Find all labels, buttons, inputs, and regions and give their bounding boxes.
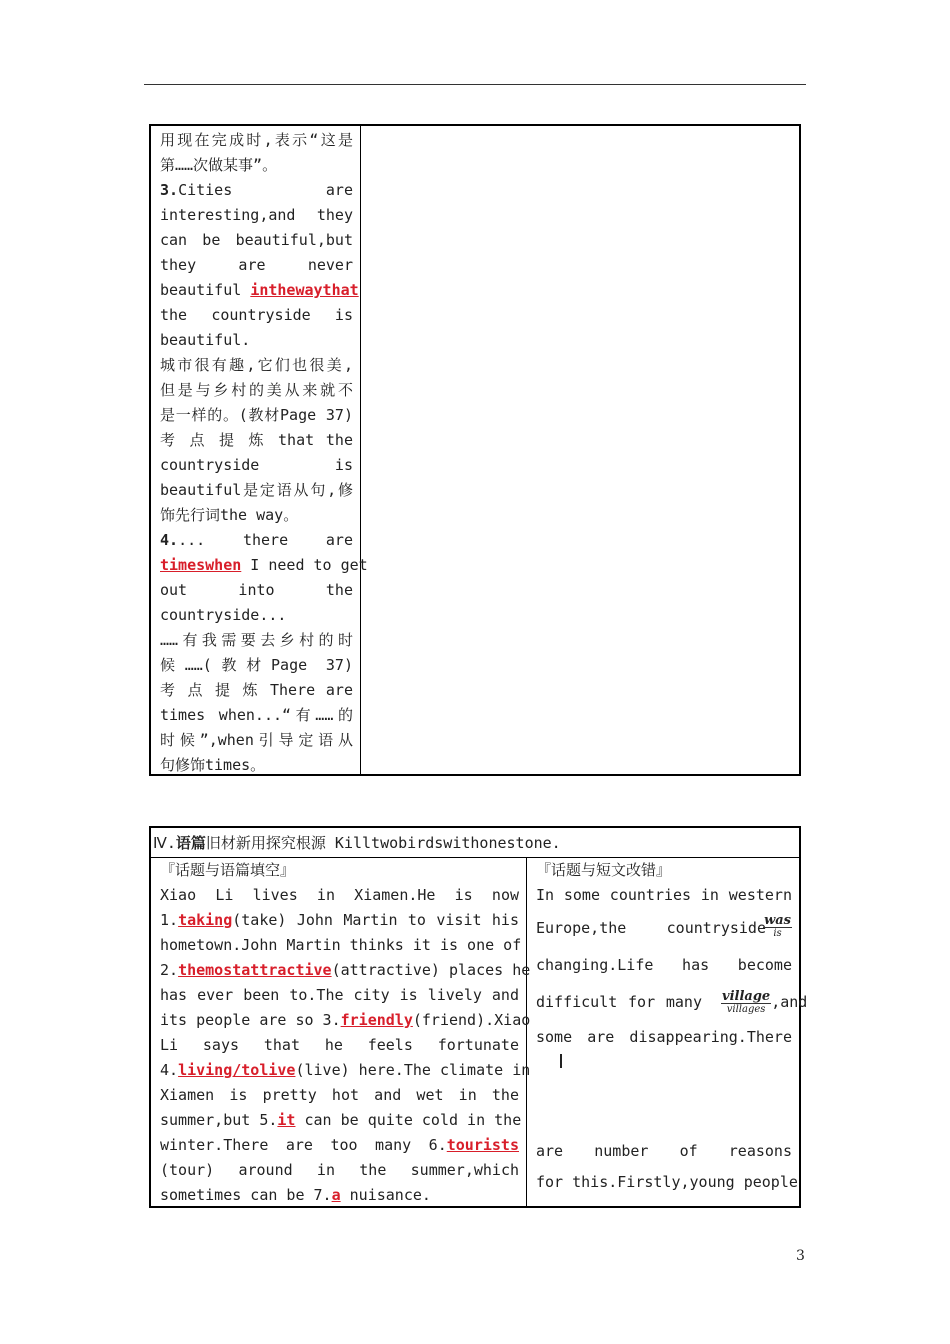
passage-text: Li says that he feels fortunate	[160, 1036, 519, 1054]
notes-line	[160, 378, 353, 403]
notes-line	[160, 753, 353, 778]
notes-text: Cities are	[178, 181, 353, 199]
passage-text: (attractive) places he	[331, 961, 531, 979]
notes-line	[160, 553, 368, 578]
notes-line	[160, 628, 353, 653]
notes-line	[160, 478, 353, 503]
correction-mark-2	[721, 990, 771, 1015]
correction-1-wrong: is	[773, 928, 782, 939]
answer-blank: taking	[178, 911, 233, 929]
passage-text: Xiamen is pretty hot and wet in the	[160, 1086, 519, 1104]
passage-text: hometown.John Martin thinks it is one of	[160, 936, 522, 954]
notes-line	[160, 703, 353, 728]
passage-line	[160, 1008, 531, 1033]
essay-line-4	[536, 981, 808, 1024]
item-number: 4.	[160, 531, 179, 549]
notes-text: 候……(教材Page 37)	[160, 656, 353, 674]
notes-text: 考 点 提 炼 There are	[160, 681, 353, 699]
notes-line	[160, 153, 353, 178]
section-bold-label: 语篇	[175, 834, 206, 852]
passage-text: nuisance.	[340, 1186, 431, 1204]
notes-text: 用现在完成时,表示“这是	[160, 131, 353, 149]
notes-line	[160, 303, 353, 328]
notes-line	[160, 128, 353, 153]
essay-line-2-text: Europe,the countryside	[536, 919, 766, 937]
essay-line-3: changing.Life has become	[536, 956, 792, 974]
answer-blank: friendly	[340, 1011, 413, 1029]
notes-text: countryside...	[160, 606, 287, 624]
notes-line	[160, 203, 353, 228]
notes-text: out into the	[160, 581, 353, 599]
notes-text: 是一样的。(教材Page 37)	[160, 406, 353, 424]
notes-text: can be beautiful,but	[160, 231, 353, 249]
passage-text: 1.	[160, 911, 179, 929]
notes-text: 时候”,when引导定语从	[160, 731, 353, 749]
notes-line	[160, 403, 353, 428]
essay-line-2	[536, 908, 792, 949]
passage-text: 2.	[160, 961, 179, 979]
notes-text: the countryside is	[160, 306, 353, 324]
passage-text: winter.There are too many 6.	[160, 1136, 447, 1154]
notes-line	[160, 603, 353, 628]
passage-line	[160, 1033, 519, 1058]
notes-text: beautiful	[160, 281, 251, 299]
passage-line	[160, 933, 522, 958]
passage-line	[160, 883, 519, 908]
passage-line	[160, 1133, 519, 1158]
passage-text: summer,but 5.	[160, 1111, 278, 1129]
passage-text: (live) here.The climate in	[295, 1061, 531, 1079]
answer-blank: tourists	[446, 1136, 519, 1154]
notes-line	[160, 653, 353, 678]
section-header	[151, 828, 799, 858]
notes-line	[160, 728, 353, 753]
passage-text: Xiao Li lives in Xiamen.He is now	[160, 886, 519, 904]
header-rule	[144, 84, 806, 85]
error-correction-column	[527, 858, 808, 1206]
essay-line-6: are number of reasons	[536, 1142, 792, 1160]
notes-text: 句修饰times。	[160, 756, 266, 774]
answer-blank: timeswhen	[160, 556, 242, 574]
answer-blank: inthewaythat	[250, 281, 359, 299]
correction-1-correct: was	[764, 913, 791, 928]
answer-blank: it	[277, 1111, 296, 1129]
section-roman-numeral: Ⅳ.	[153, 834, 176, 852]
notes-text: 城市很有趣,它们也很美,	[160, 356, 353, 374]
correction-2-wrong: villages	[726, 1004, 766, 1015]
notes-right-column-empty	[361, 126, 799, 774]
passage-text: (friend).Xiao	[412, 1011, 531, 1029]
passage-text: 4.	[160, 1061, 179, 1079]
item-number: 3.	[160, 181, 179, 199]
notes-line	[160, 503, 353, 528]
notes-text: they are never	[160, 256, 353, 274]
notes-line	[160, 228, 353, 253]
notes-line	[160, 253, 353, 278]
passage-line	[160, 958, 531, 983]
notes-text: countryside is	[160, 456, 353, 474]
passage-line	[160, 1058, 531, 1083]
essay-line-7: for this.Firstly,young people	[536, 1173, 798, 1191]
notes-text: 饰先行词the way。	[160, 506, 299, 524]
notes-text: 第……次做某事”。	[160, 156, 278, 174]
correction-mark-1	[763, 914, 792, 939]
notes-line	[160, 353, 353, 378]
insertion-mark-area	[536, 1050, 792, 1138]
notes-line	[160, 678, 353, 703]
passage-text: sometimes can be 7.	[160, 1186, 332, 1204]
notes-text: beautiful.	[160, 331, 251, 349]
passage-text: its people are so 3.	[160, 1011, 341, 1029]
passage-text: (tour) around in the summer,which	[160, 1161, 519, 1179]
notes-line	[160, 278, 359, 303]
correction-2-correct: village	[722, 989, 771, 1004]
notes-line	[160, 453, 353, 478]
notes-text: ……有我需要去乡村的时	[160, 631, 353, 649]
passage-line	[160, 1183, 519, 1208]
answer-blank: a	[331, 1186, 341, 1204]
answer-blank: living/tolive	[178, 1061, 296, 1079]
passage-text: has ever been to.The city is lively and	[160, 986, 519, 1004]
passage-line	[160, 908, 519, 933]
notes-table-continued	[149, 124, 801, 776]
notes-text: beautiful是定语从句,修	[160, 481, 353, 499]
essay-line-5: some are disappearing.There	[536, 1028, 792, 1046]
notes-line	[160, 178, 353, 203]
essay-line-4-text: difficult for many	[536, 993, 702, 1011]
error-correction-title: 『话题与短文改错』	[536, 861, 672, 879]
insertion-caret-mark	[560, 1054, 562, 1068]
notes-text: 考 点 提 炼 that the	[160, 431, 353, 449]
passage-line	[160, 1108, 522, 1133]
essay-line-1: In some countries in western	[536, 886, 792, 904]
passage-line	[160, 983, 519, 1008]
fill-in-title: 『话题与语篇填空』	[160, 861, 296, 879]
passage-line	[160, 1083, 519, 1108]
fill-in-column	[151, 858, 531, 1206]
passage-text: can be quite cold in the	[295, 1111, 522, 1129]
notes-text: interesting,and they	[160, 206, 353, 224]
notes-text: 但是与乡村的美从来就不	[160, 381, 353, 399]
section-header-rest: 旧材新用探究根源 Killtwobirdswithonestone.	[205, 834, 561, 852]
notes-line	[160, 578, 353, 603]
essay-line-4-after: ,and	[771, 993, 808, 1011]
passage-line	[160, 1158, 519, 1183]
passage-text: (take) John Martin to visit his	[232, 911, 519, 929]
notes-line	[160, 528, 353, 553]
notes-line	[160, 328, 353, 353]
discourse-table	[149, 826, 808, 1208]
notes-text: ... there are	[178, 531, 353, 549]
notes-line	[160, 428, 353, 453]
answer-blank: themostattractive	[178, 961, 332, 979]
page-number: 3	[796, 1248, 805, 1264]
notes-left-column	[151, 126, 368, 774]
notes-text: I need to get	[241, 556, 368, 574]
notes-text: times when...“有……的	[160, 706, 353, 724]
